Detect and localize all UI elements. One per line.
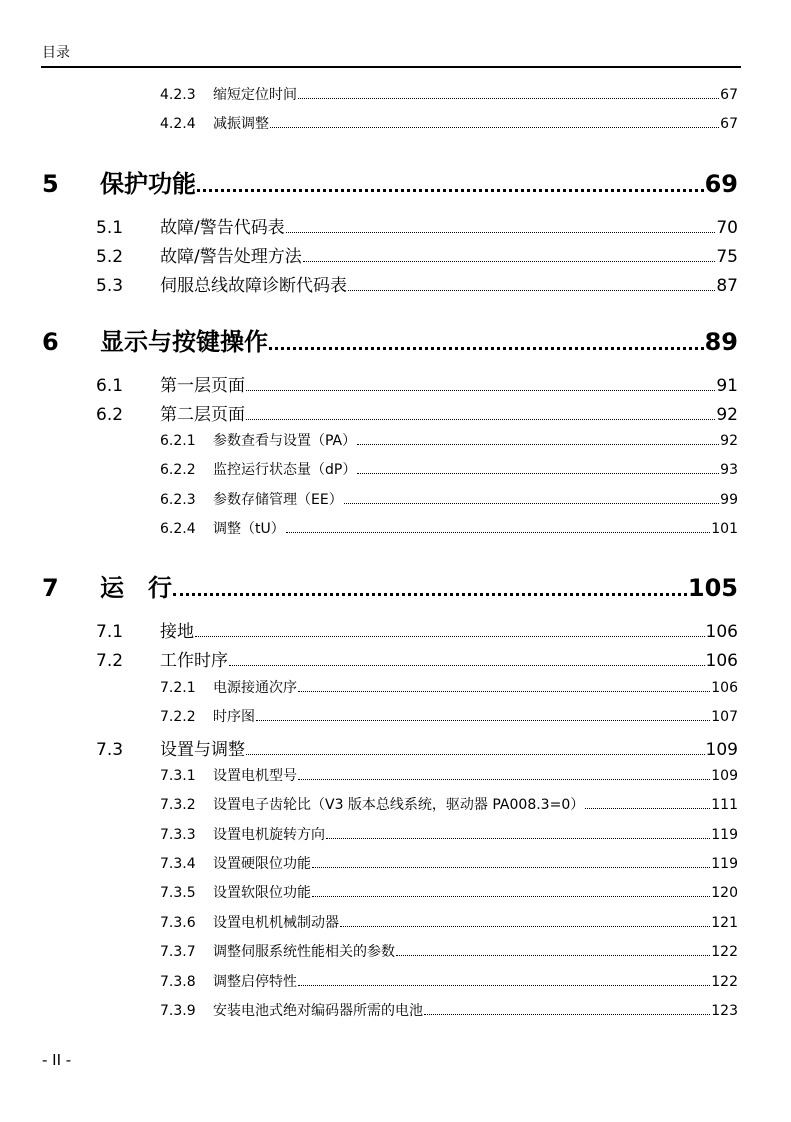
toc-entry-page: 91: [716, 376, 738, 396]
toc-entry-title: 设置电机型号: [213, 768, 297, 784]
toc-entry-title: 故障/警告处理方法: [160, 247, 302, 267]
toc-entry-page: 87: [716, 276, 738, 296]
header-rule: [41, 66, 741, 68]
toc-entry-number: 7.2.1: [160, 680, 196, 696]
toc-entry-number: 6: [42, 328, 59, 356]
toc-entry-number: 7.2: [96, 651, 124, 671]
toc-entry-number: 7.3.9: [160, 1003, 196, 1019]
toc-entry-page: 75: [716, 247, 738, 267]
toc-entry-title: 设置电机机械制动器: [213, 915, 339, 931]
toc-entry-number: 7.1: [96, 622, 124, 642]
toc-dot-leader: [424, 1014, 710, 1015]
toc-dot-leader: [303, 261, 716, 262]
toc-entry-title: 设置硬限位功能: [213, 856, 311, 872]
toc-entry-page: 101: [711, 521, 738, 537]
toc-entry-page: 121: [711, 915, 738, 931]
toc-entry[interactable]: [160, 459, 738, 479]
toc-entry-page: 119: [711, 827, 738, 843]
toc-entry-page: 67: [720, 116, 738, 132]
toc-entry-title: 故障/警告代码表: [160, 218, 285, 238]
toc-dot-leader: [348, 290, 715, 291]
toc-entry-page: 69: [704, 170, 738, 198]
toc-entry-title: 调整启停特性: [213, 974, 297, 990]
toc-dot-leader: [312, 867, 710, 868]
toc-entry[interactable]: [96, 646, 738, 670]
toc-dot-leader: [396, 955, 710, 956]
toc-dot-leader: [246, 754, 705, 755]
toc-entry-title: 伺服总线故障诊断代码表: [160, 276, 347, 296]
toc-entry[interactable]: [160, 518, 738, 538]
toc-entry[interactable]: [160, 765, 738, 785]
toc-entry-page: 122: [711, 944, 738, 960]
toc-entry[interactable]: [160, 489, 738, 509]
toc-entry-page: 70: [716, 218, 738, 238]
toc-entry-title: 参数查看与设置（PA）: [213, 433, 357, 449]
toc-entry-number: 7.3.4: [160, 856, 196, 872]
toc-entry-number: 7: [42, 574, 59, 602]
toc-entry-title: 设置电机旋转方向: [213, 827, 325, 843]
toc-entry[interactable]: [96, 213, 738, 237]
toc-entry-page: 89: [704, 328, 738, 356]
toc-entry[interactable]: [160, 882, 738, 902]
toc-entry-number: 6.1: [96, 376, 124, 396]
toc-dot-leader: [326, 838, 710, 839]
toc-entry-page: 92: [716, 405, 738, 425]
toc-entry-page: 106: [711, 680, 738, 696]
toc-entry-title: 第一层页面: [160, 376, 245, 396]
toc-entry-title: 工作时序: [160, 651, 228, 671]
toc-entry-number: 5.1: [96, 218, 124, 238]
toc-dot-leader: [298, 691, 710, 692]
toc-entry-number: 5: [42, 170, 59, 198]
toc-entry-title: 调整（tU）: [213, 521, 285, 537]
toc-dot-leader: [585, 808, 710, 809]
toc-entry-page: 107: [711, 709, 738, 725]
toc-dot-leader: [173, 593, 687, 596]
toc-entry-page: 99: [720, 492, 738, 508]
toc-dot-leader: [246, 390, 715, 391]
toc-entry-title: 时序图: [213, 709, 255, 725]
toc-entry-title: 监控运行状态量（dP）: [213, 462, 357, 478]
toc-dot-leader: [298, 985, 710, 986]
toc-entry-page: 67: [720, 87, 738, 103]
toc-entry-number: 7.3.8: [160, 974, 196, 990]
toc-dot-leader: [286, 532, 711, 533]
toc-entry-number: 6.2.2: [160, 462, 196, 478]
toc-entry-title: 参数存储管理（EE）: [213, 492, 343, 508]
toc-dot-leader: [246, 419, 715, 420]
toc-entry-page: 106: [705, 622, 738, 642]
toc-entry[interactable]: [96, 242, 738, 266]
toc-dot-leader: [195, 636, 705, 637]
toc-dot-leader: [312, 896, 710, 897]
page-number: - II -: [42, 1051, 72, 1069]
toc-entry-page: 120: [711, 885, 738, 901]
toc-dot-leader: [269, 347, 704, 350]
toc-dot-leader: [298, 98, 719, 99]
toc-entry[interactable]: [160, 941, 738, 961]
toc-entry-page: 122: [711, 974, 738, 990]
toc-entry[interactable]: [160, 824, 738, 844]
toc-dot-leader: [229, 665, 705, 666]
toc-entry-page: 123: [711, 1003, 738, 1019]
toc-entry-number: 7.2.2: [160, 709, 196, 725]
toc-entry[interactable]: [160, 1000, 738, 1020]
toc-entry-number: 7.3.2: [160, 797, 196, 813]
toc-dot-leader: [256, 720, 710, 721]
toc-entry[interactable]: [96, 371, 738, 395]
toc-entry-page: 119: [711, 856, 738, 872]
toc-entry-number: 6.2.4: [160, 521, 196, 537]
toc-entry-title: 调整伺服系统性能相关的参数: [213, 944, 395, 960]
toc-entry-number: 6.2.3: [160, 492, 196, 508]
toc-entry-page: 106: [705, 651, 738, 671]
toc-entry-page: 109: [711, 768, 738, 784]
toc-entry-page: 109: [705, 740, 738, 760]
toc-entry-title: 第二层页面: [160, 405, 245, 425]
toc-entry[interactable]: [42, 322, 738, 356]
toc-entry-number: 7.3: [96, 740, 124, 760]
toc-entry[interactable]: [96, 617, 738, 641]
toc-entry[interactable]: [160, 971, 738, 991]
toc-entry-number: 6.2: [96, 405, 124, 425]
toc-entry-page: 105: [687, 574, 738, 602]
toc-entry[interactable]: [160, 430, 738, 450]
toc-entry-title: 接地: [160, 622, 194, 642]
toc-entry-title: 设置与调整: [160, 740, 245, 760]
toc-entry-number: 5.2: [96, 247, 124, 267]
toc-entry[interactable]: [160, 84, 738, 104]
toc-entry[interactable]: [160, 912, 738, 932]
toc-entry-number: 5.3: [96, 276, 124, 296]
toc-entry-number: 7.3.6: [160, 915, 196, 931]
toc-entry-page: 93: [720, 462, 738, 478]
toc-entry-page: 92: [720, 433, 738, 449]
toc-entry-title: 安装电池式绝对编码器所需的电池: [213, 1003, 423, 1019]
toc-entry-number: 7.3.1: [160, 768, 196, 784]
toc-entry-title: 保护功能: [100, 170, 196, 198]
toc-entry[interactable]: [96, 400, 738, 424]
toc-dot-leader: [197, 189, 704, 192]
toc-entry[interactable]: [160, 677, 738, 697]
toc-dot-leader: [340, 926, 710, 927]
toc-dot-leader: [286, 232, 716, 233]
toc-entry[interactable]: [96, 271, 738, 295]
toc-entry-title: 电源接通次序: [213, 680, 297, 696]
page-header-title: 目录: [42, 45, 70, 61]
toc-entry-number: 7.3.3: [160, 827, 196, 843]
toc-entry-number: 6.2.1: [160, 433, 196, 449]
toc-dot-leader: [344, 503, 719, 504]
toc-dot-leader: [357, 473, 719, 474]
toc-entry-title: 减振调整: [213, 116, 269, 132]
toc-entry-page: 111: [711, 797, 738, 813]
toc-entry-number: 7.3.5: [160, 885, 196, 901]
toc-entry-number: 7.3.7: [160, 944, 196, 960]
toc-entry-number: 4.2.4: [160, 116, 196, 132]
toc-entry-title: 设置电子齿轮比（V3 版本总线系统，驱动器 PA008.3=0）: [213, 797, 585, 813]
toc-entry[interactable]: [160, 853, 738, 873]
toc-entry[interactable]: [160, 794, 738, 814]
toc-dot-leader: [298, 779, 710, 780]
toc-dot-leader: [270, 127, 719, 128]
toc-entry-title: 显示与按键操作: [100, 328, 268, 356]
toc-entry[interactable]: [96, 735, 738, 759]
toc-entry-title: 缩短定位时间: [213, 87, 297, 103]
toc-entry[interactable]: [42, 164, 738, 198]
toc-entry-title: 运 行: [100, 574, 172, 602]
toc-entry[interactable]: [160, 706, 738, 726]
toc-dot-leader: [357, 444, 719, 445]
toc-entry[interactable]: [42, 568, 738, 602]
toc-entry-title: 设置软限位功能: [213, 885, 311, 901]
toc-entry[interactable]: [160, 113, 738, 133]
toc-entry-number: 4.2.3: [160, 87, 196, 103]
